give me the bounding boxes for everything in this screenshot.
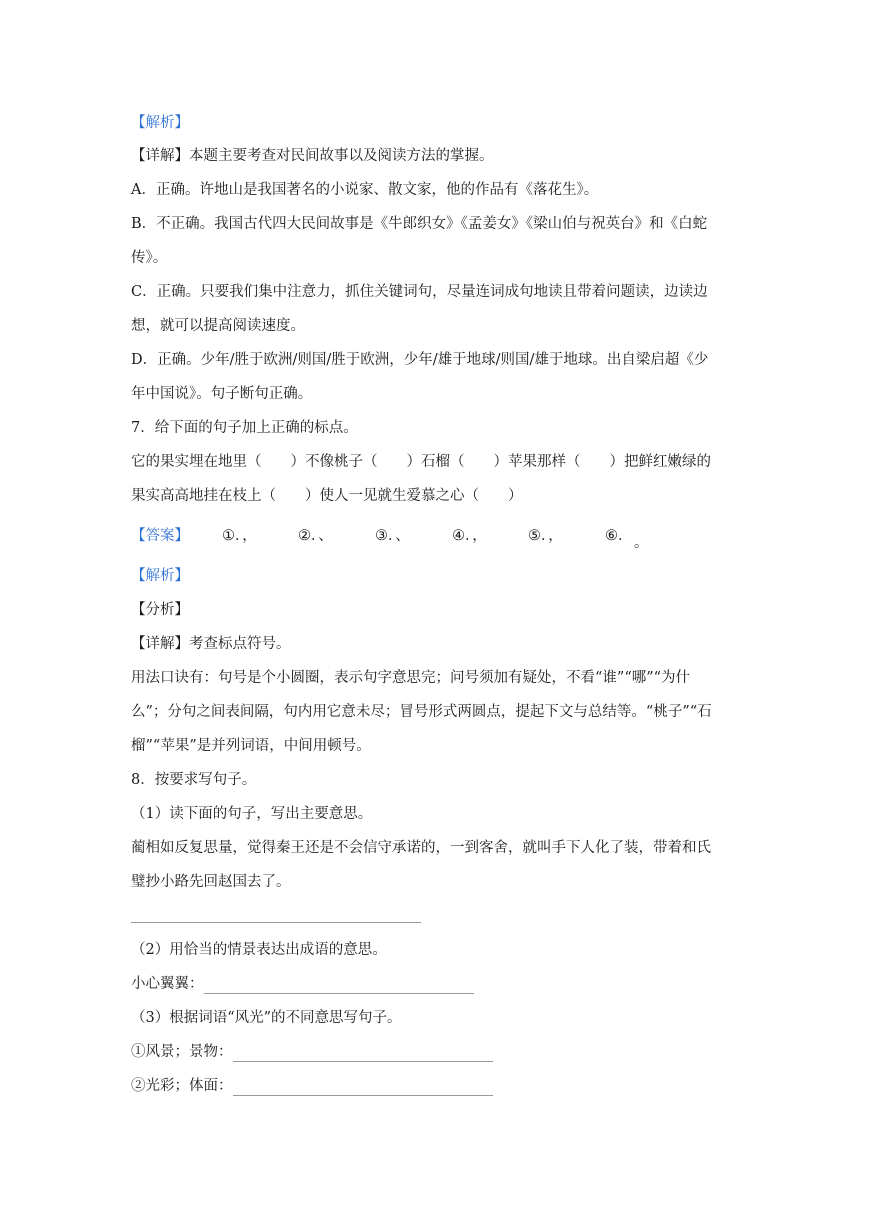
q8-sub2: （2）用恰当的情景表达出成语的意思。 (131, 942, 387, 958)
option-d-line2: 年中国说》。句子断句正确。 (131, 386, 313, 402)
sub3-item2-answer-line[interactable] (233, 1081, 493, 1096)
option-d-line1: D．正确。少年/胜于欧洲/则国/胜于欧洲，少年/雄于地球/则国/雄于地球。出自梁启超《少 (131, 352, 709, 368)
sub1-answer-line[interactable] (131, 922, 421, 923)
answer-tag: 【答案】 (131, 528, 189, 544)
jiexi-tag: 【解析】 (131, 115, 189, 131)
q7-expl-line2: 么”；分句之间表间隔，句内用它意未尽；冒号形式两圆点，提起下文与总结等。“桃子”“石 (131, 704, 712, 720)
q7-title: 7．给下面的句子加上正确的标点。 (131, 420, 358, 436)
q7-jiexi-tag: 【解析】 (131, 568, 189, 584)
q8-sub3: （3）根据词语“风光”的不同意思写句子。 (131, 1010, 402, 1026)
q8-title: 8．按要求写句子。 (131, 772, 257, 788)
q7-sentence-line2: 果实高高地挂在枝上（ ）使人一见就生爱慕之心（ ） (131, 488, 523, 504)
q7-xiangjie-line: 【详解】考查标点符号。 (131, 636, 291, 652)
answer-4: ④．， (452, 528, 487, 544)
q8-sub2-line: 小心翼翼： (131, 974, 474, 994)
option-b-line2: 传》。 (131, 250, 168, 266)
option-a-line: A．正确。许地山是我国著名的小说家、散文家，他的作品有《落花生》。 (131, 182, 599, 198)
q8-sub1: （1）读下面的句子，写出主要意思。 (131, 806, 373, 822)
option-c-line2: 想，就可以提高阅读速度。 (131, 318, 305, 334)
answer-2: ②．、 (298, 528, 333, 544)
answer-final-period: 。 (634, 535, 649, 551)
answer-1: ①．， (222, 528, 257, 544)
q8-sub1-line1: 蔺相如反复思量，觉得秦王还是不会信守承诺的，一到客舍，就叫手下人化了装，带着和氏 (131, 840, 711, 856)
q7-expl-line1: 用法口诀有：句号是个小圆圈，表示句字意思完；问号须加有疑处，不看“谁”“哪”“为什 (131, 670, 691, 686)
answer-6: ⑥． (605, 528, 633, 544)
sub2-answer-line[interactable] (204, 979, 474, 994)
xiangjie-line: 【详解】本题主要考查对民间故事以及阅读方法的掌握。 (131, 148, 494, 164)
q7-fenxi-tag: 【分析】 (131, 602, 189, 618)
sub3-item1-answer-line[interactable] (233, 1047, 493, 1062)
q7-sentence-line1: 它的果实埋在地里（ ）不像桃子（ ）石榴（ ）苹果那样（ ）把鲜红嫩绿的 (131, 454, 711, 470)
answer-5: ⑤．， (528, 528, 563, 544)
q8-sub3-item1: ①风景；景物： (131, 1042, 493, 1062)
q8-sub3-item2: ②光彩；体面： (131, 1076, 493, 1096)
option-b-line1: B．不正确。我国古代四大民间故事是《牛郎织女》《孟姜女》《梁山伯与祝英台》和《白蛇 (131, 216, 708, 232)
answer-3: ③．、 (375, 528, 410, 544)
q7-expl-line3: 榴”“苹果”是并列词语，中间用顿号。 (131, 738, 371, 754)
q8-sub1-line2: 璧抄小路先回赵国去了。 (131, 874, 291, 890)
option-c-line1: C．正确。只要我们集中注意力，抓住关键词句，尽量连词成句地读且带着问题读，边读边 (131, 284, 708, 300)
